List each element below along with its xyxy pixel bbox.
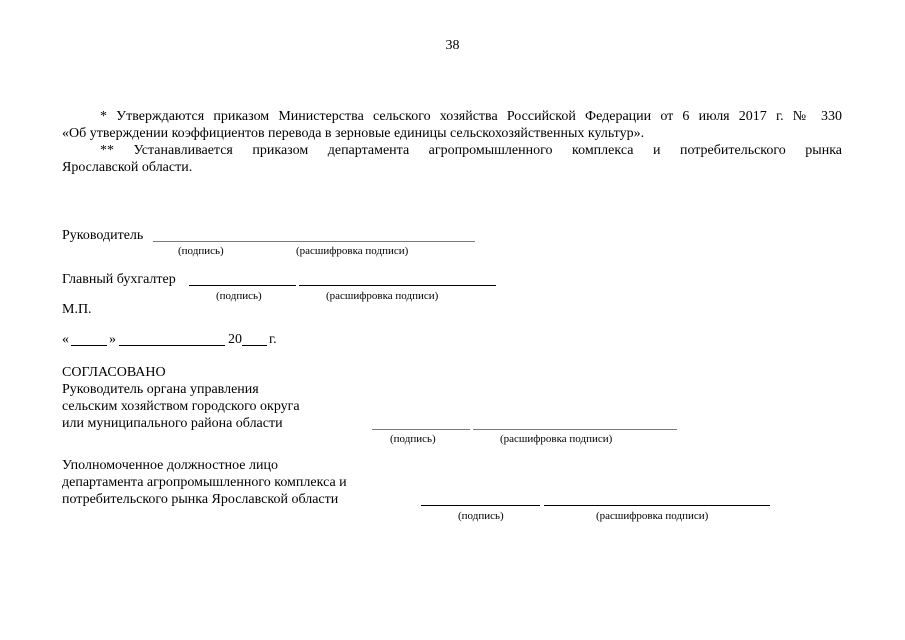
- approval-line-2: сельским хозяйством городского округа: [62, 399, 300, 414]
- authorized-line-2: департамента агропромышленного комплекса и: [62, 475, 347, 490]
- chief-accountant-label: Главный бухгалтер: [62, 272, 176, 287]
- approval-signature-line: [372, 429, 470, 430]
- approval-decoding-line: [473, 429, 677, 430]
- footnote-1-line-1: * Утверждаются приказом Министерства сельского хозяйства Российской Федерации от 6 июля 2017 г. № 330: [100, 109, 842, 124]
- authorized-line-3: потребительского рынка Ярославской области: [62, 492, 339, 507]
- date-month-line: [119, 345, 225, 346]
- seal-mark: М.П.: [62, 302, 92, 317]
- date-open-quote: «: [62, 332, 69, 347]
- date-year-suffix: г.: [269, 332, 277, 347]
- chief-accountant-signature-caption: (подпись): [216, 290, 262, 302]
- authorized-line-1: Уполномоченное должностное лицо: [62, 458, 278, 473]
- date-year-prefix: 20: [228, 332, 242, 347]
- chief-accountant-decoding-caption: (расшифровка подписи): [326, 290, 439, 302]
- chief-accountant-signature-line: [189, 285, 296, 286]
- footnote-1-line-2: «Об утверждении коэффициентов перевода в зерновые единицы сельскохозяйственных культур».: [62, 126, 645, 141]
- date-year-line: [242, 345, 267, 346]
- page-number: 38: [445, 38, 460, 53]
- authorized-decoding-line: [544, 505, 770, 506]
- authorized-signature-caption: (подпись): [458, 510, 504, 522]
- approval-title: СОГЛАСОВАНО: [62, 365, 166, 380]
- date-day-line: [71, 345, 107, 346]
- chief-accountant-decoding-line: [299, 285, 496, 286]
- head-signature-line: [153, 241, 475, 242]
- authorized-signature-line: [421, 505, 540, 506]
- footnote-2-line-1: ** Устанавливается приказом департамента агропромышленного комплекса и потребительского рынка: [100, 143, 842, 158]
- head-signature-caption: (подпись): [178, 245, 224, 257]
- approval-signature-caption: (подпись): [390, 433, 436, 445]
- footnote-2-line-2: Ярославской области.: [62, 160, 193, 175]
- approval-decoding-caption: (расшифровка подписи): [500, 433, 613, 445]
- date-close-quote: »: [109, 332, 116, 347]
- head-decoding-caption: (расшифровка подписи): [296, 245, 409, 257]
- approval-line-3: или муниципального района области: [62, 416, 283, 431]
- head-label: Руководитель: [62, 228, 144, 243]
- approval-line-1: Руководитель органа управления: [62, 382, 259, 397]
- authorized-decoding-caption: (расшифровка подписи): [596, 510, 709, 522]
